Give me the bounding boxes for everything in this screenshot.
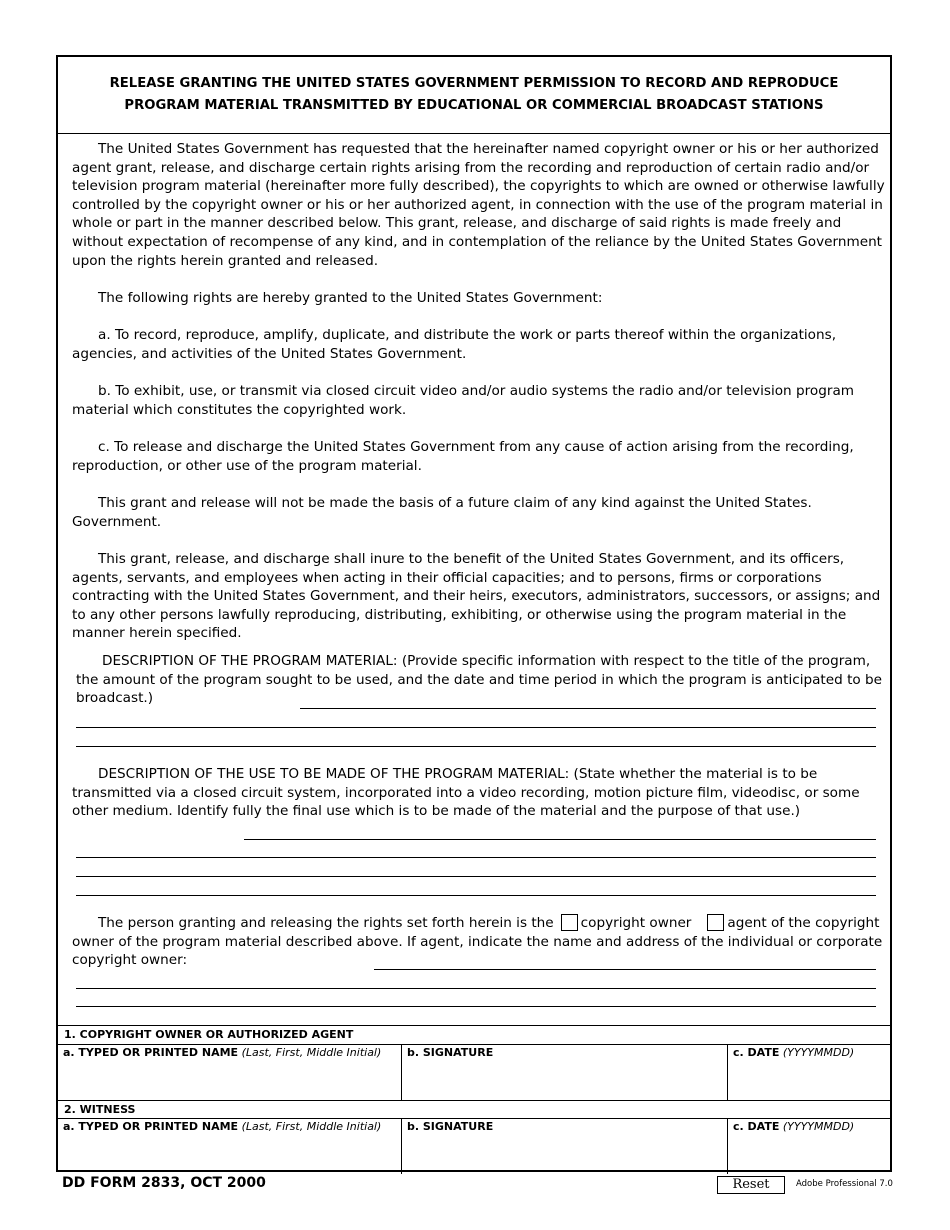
- owner-signature-label: b. SIGNATURE: [407, 1046, 494, 1059]
- grantor-post-text: copyright owner of the program material described above. If agent, indicate the name and address of the individual or corporate copyright owner:: [72, 915, 883, 969]
- no-claim-paragraph: [72, 494, 888, 531]
- owner-date-field[interactable]: [728, 1045, 890, 1100]
- owner-name-hint: (Last, First, Middle Initial): [241, 1046, 382, 1059]
- witness-date-label: c. DATE: [733, 1120, 780, 1133]
- witness-name-field[interactable]: [58, 1119, 402, 1174]
- desc-use-input-line-1[interactable]: [244, 839, 876, 840]
- desc-use-input-line-3[interactable]: [76, 876, 876, 877]
- reset-button[interactable]: Reset: [717, 1176, 785, 1194]
- right-c-text: c. To release and discharge the United States Government from any cause of action arising from the recording, reproduction, or other use of the program material.: [72, 439, 854, 474]
- section-1-row: [58, 1044, 890, 1100]
- form-title: [58, 57, 890, 134]
- right-c-paragraph: [72, 438, 888, 475]
- grantor-paragraph: [72, 914, 888, 970]
- witness-date-hint: (YYYYMMDD): [782, 1120, 855, 1133]
- owner-signature-field[interactable]: [402, 1045, 728, 1100]
- section-1-heading: 1. COPYRIGHT OWNER OR AUTHORIZED AGENT: [58, 1025, 890, 1044]
- title-line-1: RELEASE GRANTING THE UNITED STATES GOVERNMENT PERMISSION TO RECORD AND REPRODUCE: [109, 76, 839, 91]
- right-a-paragraph: [72, 326, 888, 363]
- desc-material-input-line-2[interactable]: [76, 727, 876, 728]
- owner-name-field[interactable]: [58, 1045, 402, 1100]
- witness-date-field[interactable]: [728, 1119, 890, 1174]
- owner-date-hint: (YYYYMMDD): [782, 1046, 855, 1059]
- right-b-paragraph: [72, 382, 888, 419]
- desc-use-text: DESCRIPTION OF THE USE TO BE MADE OF THE PROGRAM MATERIAL: (State whether the material is to be transmitted via a closed circuit system, incorporated into a video recording, motion picture film, videodisc, or some other medium. Identify fully the final use which is to be made of the material and the purpose of that use.): [72, 766, 860, 820]
- witness-name-label: a. TYPED OR PRINTED NAME: [63, 1120, 239, 1133]
- intro-paragraph: [72, 140, 888, 270]
- desc-use-paragraph: [72, 765, 888, 821]
- right-b-text: b. To exhibit, use, or transmit via closed circuit video and/or audio systems the radio and/or television program material which constitutes the copyrighted work.: [72, 383, 855, 418]
- desc-material-input-line-1[interactable]: [300, 708, 876, 709]
- witness-name-hint: (Last, First, Middle Initial): [241, 1120, 382, 1133]
- desc-use-input-line-4[interactable]: [76, 895, 876, 896]
- form-number: DD FORM 2833, OCT 2000: [62, 1175, 266, 1191]
- rights-intro-text: The following rights are hereby granted to the United States Government:: [98, 290, 603, 306]
- owner-address-input-line-3[interactable]: [76, 1006, 876, 1007]
- inure-text: This grant, release, and discharge shall inure to the benefit of the United States Government, and its officers, agents, servants, and employees when acting in their official capacities; and to persons, firms or corporations contracting with the United States Government, and their heirs, executors, administrators, successors, or assigns; and to any other persons lawfully reproducing, distributing, exhibiting, or otherwise using the program material in the manner herein specified.: [72, 551, 881, 642]
- witness-signature-field[interactable]: [402, 1119, 728, 1174]
- intro-text: The United States Government has requested that the hereinafter named copyright owner or his or her authorized agent grant, release, and discharge certain rights arising from the recording and reproduction of certain radio and/or television program material (hereinafter more fully described), the copyrights to which are owned or otherwise lawfully controlled by the copyright owner or his or her authorized agent, in connection with the use of the program material in whole or part in the manner described below. This grant, release, and discharge of said rights is made freely and without expectation of recompense of any kind, and in contemplation of the reliance by the United States Government upon the rights herein granted and released.: [72, 141, 885, 269]
- owner-address-input-line-1[interactable]: [374, 969, 876, 970]
- grantor-pre-text: The person granting and releasing the rights set forth herein is the: [98, 915, 554, 931]
- inure-paragraph: [72, 550, 888, 643]
- owner-name-label: a. TYPED OR PRINTED NAME: [63, 1046, 239, 1059]
- owner-date-label: c. DATE: [733, 1046, 780, 1059]
- copyright-owner-label: copyright owner: [580, 915, 692, 931]
- right-a-text: a. To record, reproduce, amplify, duplicate, and distribute the work or parts thereof within the organizations, agencies, and activities of the United States Government.: [72, 327, 837, 362]
- agent-label: agent of the: [727, 915, 811, 931]
- owner-address-input-line-2[interactable]: [76, 988, 876, 989]
- desc-use-input-line-2[interactable]: [76, 857, 876, 858]
- section-2-row: [58, 1118, 890, 1174]
- software-version: Adobe Professional 7.0: [796, 1179, 893, 1189]
- witness-signature-label: b. SIGNATURE: [407, 1120, 494, 1133]
- section-2-heading: 2. WITNESS: [58, 1100, 890, 1119]
- desc-material-input-line-3[interactable]: [76, 746, 876, 747]
- no-claim-text: This grant and release will not be made the basis of a future claim of any kind against the United States. Government.: [72, 495, 812, 530]
- rights-intro-paragraph: [72, 289, 888, 308]
- desc-material-paragraph: [76, 652, 888, 708]
- copyright-owner-checkbox[interactable]: [561, 914, 578, 931]
- desc-material-text: DESCRIPTION OF THE PROGRAM MATERIAL: (Provide specific information with respect to the title of the program, the amount of the program sought to be used, and the date and time period in which the program is anticipated to be broadcast.): [76, 653, 883, 707]
- agent-checkbox[interactable]: [707, 914, 724, 931]
- title-line-2: PROGRAM MATERIAL TRANSMITTED BY EDUCATIONAL OR COMMERCIAL BROADCAST STATIONS: [124, 98, 824, 113]
- form-frame: [56, 55, 892, 1172]
